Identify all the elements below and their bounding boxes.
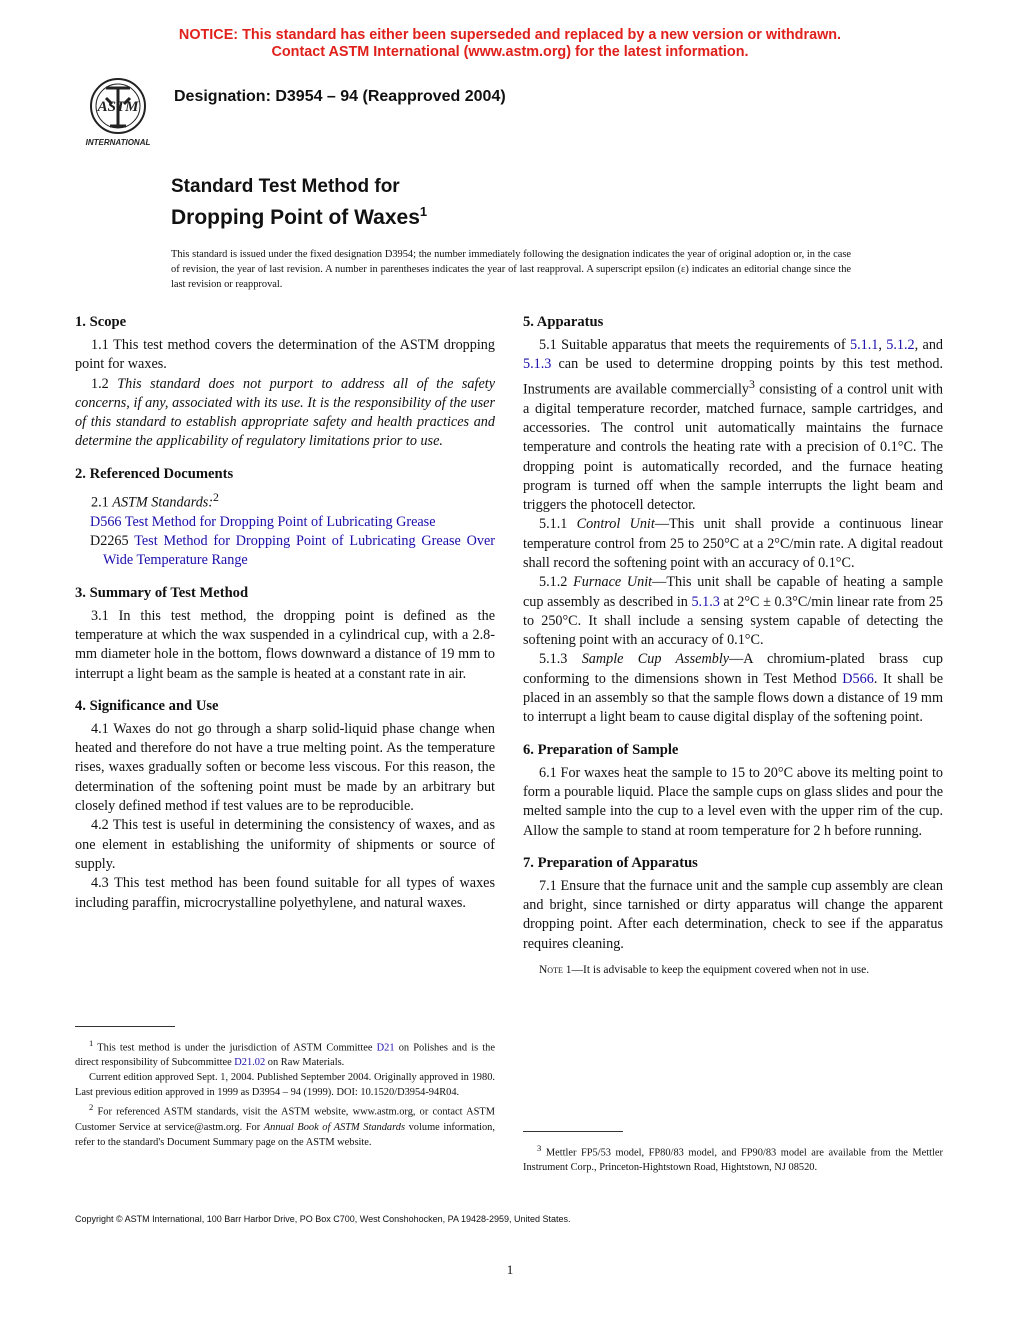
issuance-statement: This standard is issued under the fixed designation D3954; the number immediately following the designation indicates the year of original adoption or, in the case of revision, the year of last revision. A number in parentheses indicates the year of last reapproval. A superscript epsilon (ε) indicates an editorial change since the last revision or reapproval.	[171, 249, 851, 290]
link-5-1-3[interactable]: 5.1.3	[523, 356, 552, 373]
right-column	[523, 312, 943, 978]
footnote-divider-left	[75, 1026, 175, 1027]
logo-text: ASTM	[97, 99, 139, 115]
footnote-divider-right	[523, 1131, 623, 1132]
paragraph-5-1-1: 5.1.1 Control Unit—This unit shall provide a continuous linear temperature control from 25 to 250°C at a 2°C/min rate. A digital readout shall record the softening point with an accuracy of 0.1°C.	[523, 516, 943, 571]
link-5-1-2[interactable]: 5.1.2	[886, 337, 915, 353]
section-heading-referenced-documents: 2. Referenced Documents	[75, 465, 234, 482]
ref-code-d566[interactable]: D566	[90, 513, 122, 530]
footnotes-right	[523, 1141, 943, 1175]
logo-subtext: INTERNATIONAL	[85, 138, 151, 147]
ref-code-d2265: D2265	[90, 533, 129, 550]
paragraph-5-1-3: 5.1.3 Sample Cup Assembly—A chromium-plated brass cup conforming to the dimensions shown in Test Method D566. It shall be placed in an assembly so that the sample flows down a distance of 19 mm to interrupt a light beam to cause digital display of the softening point.	[523, 651, 943, 726]
ref-title-d2265[interactable]: Test Method for Dropping Point of Lubricating Grease Over Wide Temperature Range	[103, 533, 496, 569]
paragraph-7-1: 7.1 Ensure that the furnace unit and the sample cup assembly are clean and bright, since tarnished or dirty apparatus will change the apparent dropping point. After each determination, check to see if the apparatus requires cleaning.	[523, 877, 943, 952]
paragraph-6-1: 6.1 For waxes heat the sample to 15 to 20°C above its melting point to form a pourable liquid. Place the sample cups on glass slides and pour the melted sample into the cup to a level even with the upper rim of the cup. Allow the sample to stand at room temperature for 2 h before running.	[523, 764, 943, 839]
paragraph-4-2: 4.2 This test is useful in determining the consistency of waxes, and as one element in establishing the uniformity of shipments or source of supply.	[75, 817, 495, 872]
link-d566[interactable]: D566	[842, 670, 874, 687]
title-line-2: Dropping Point of Waxes	[171, 206, 420, 229]
footnote-2: $^2$ For referenced ASTM standards, visit the ASTM website, www.astm.org, or contact ASTM Customer Service at service@astm.org. For Annual Book of ASTM Standards volume information, refer to the standard's Document Summary page on the ASTM website.	[75, 1102, 495, 1148]
notice-line-2: Contact ASTM International (www.astm.org) for the latest information.	[271, 44, 749, 60]
left-column	[75, 312, 495, 913]
link-5-1-3-b[interactable]: 5.1.3	[691, 593, 720, 610]
link-d21-02[interactable]: D21.02	[234, 1057, 266, 1069]
footnote-1-edition: Current edition approved Sept. 1, 2004. Published September 2004. Originally approved in 1980. Last previous edition approved in 1999 as D3954 – 94 (1999). DOI: 10.1520/D3954-94R04.	[75, 1072, 495, 1099]
section-heading-significance: 4. Significance and Use	[75, 697, 219, 714]
reference-d566[interactable]	[75, 513, 495, 532]
astm-logo-icon	[76, 76, 160, 148]
copyright: Copyright © ASTM International, 100 Barr Harbor Drive, PO Box C700, West Conshohocken, PA 19428-2959, United States.	[75, 1214, 571, 1224]
footnote-1: $^1$ This test method is under the jurisdiction of ASTM Committee D21 on Polishes and is the direct responsibility of Subcommittee D21.02 on Raw Materials.	[75, 1038, 495, 1069]
document-title	[171, 175, 427, 231]
footnote-3: $^3$ Mettler FP5/53 model, FP80/83 model, and FP90/83 model are available from the Mettler Instrument Corp., Princeton-Hightstown Road, Hightstown, NJ 08520.	[523, 1143, 943, 1174]
paragraph-4-3: 4.3 This test method has been found suitable for all types of waxes including paraffin, microcrystalline polyethylene, and natural waxes.	[75, 875, 495, 911]
designation: Designation: D3954 – 94 (Reapproved 2004)	[174, 88, 506, 105]
link-d21[interactable]: D21	[376, 1042, 395, 1054]
ref-title-d566[interactable]: Test Method for Dropping Point of Lubricating Grease	[124, 513, 436, 530]
footnote-ref-3[interactable]: 3	[748, 376, 755, 391]
section-heading-summary: 3. Summary of Test Method	[75, 584, 249, 601]
title-line-1: Standard Test Method for	[171, 176, 400, 197]
page-number: 1	[506, 1262, 514, 1277]
note-1: Note 1—It is advisable to keep the equipment covered when not in use.	[539, 964, 870, 977]
notice-line-1: NOTICE: This standard has either been superseded and replaced by a new version or withdrawn.	[178, 27, 842, 43]
link-5-1-1[interactable]: 5.1.1	[849, 337, 879, 353]
section-heading-apparatus: 5. Apparatus	[523, 314, 604, 330]
paragraph-5-1: 5.1 Suitable apparatus that meets the requirements of 5.1.1, 5.1.2, and 5.1.3 can be used to determine dropping points by this test method. Instruments are available commercially$^3$ consisting of a control unit with a digital temperature recorder, matched furnace, sample cartridges, and accessories. The control unit automatically maintains the furnace temperature and controls the heating rate with a precision of 0.1°C. The dropping point is automatically recorded, and the furnace heating program is turned off when the sample interrupts the light beam and triggers the photocell detector.	[523, 337, 944, 514]
paragraph-2-1: 2.1 ASTM Standards:$^2$	[91, 489, 219, 511]
section-heading-preparation-apparatus: 7. Preparation of Apparatus	[523, 854, 698, 871]
paragraph-4-1: 4.1 Waxes do not go through a sharp solid-liquid phase change when heated and therefore do not have a true melting point. As the temperature rises, waxes gradually soften or become less viscous. For this reason, the determination of the softening point must be made by an arbitrary but closely defined method if test values are to be reproducible.	[75, 720, 495, 815]
reference-d2265[interactable]	[75, 532, 495, 571]
withdrawal-notice	[0, 27, 1020, 61]
paragraph-3-1: 3.1 In this test method, the dropping point is defined as the temperature at which the wax suspended in a cylindrical cup, with a 2.8-mm diameter hole in the bottom, flows downward a distance of 19 mm to interrupt a light beam as the sample is heated at a constant rate in air.	[75, 607, 495, 682]
paragraph-1-1: 1.1 This test method covers the determination of the ASTM dropping point for waxes.	[75, 337, 495, 373]
section-heading-preparation-sample: 6. Preparation of Sample	[523, 741, 679, 758]
paragraph-1-2: 1.2 This standard does not purport to address all of the safety concerns, if any, associated with its use. It is the responsibility of the user of this standard to establish appropriate safety and health practices and determine the applicability of regulatory limitations prior to use.	[75, 375, 495, 450]
footnotes-left	[75, 1036, 495, 1150]
title-footnote-ref[interactable]: 1	[419, 204, 428, 219]
paragraph-5-1-2: 5.1.2 Furnace Unit—This unit shall be capable of heating a sample cup assembly as described in 5.1.3 at 2°C ± 0.3°C/min linear rate from 25 to 250°C. It shall include a sensing system capable of detecting the softening point with an accuracy of 0.1°C.	[523, 574, 944, 649]
section-heading-scope: 1. Scope	[75, 314, 127, 330]
